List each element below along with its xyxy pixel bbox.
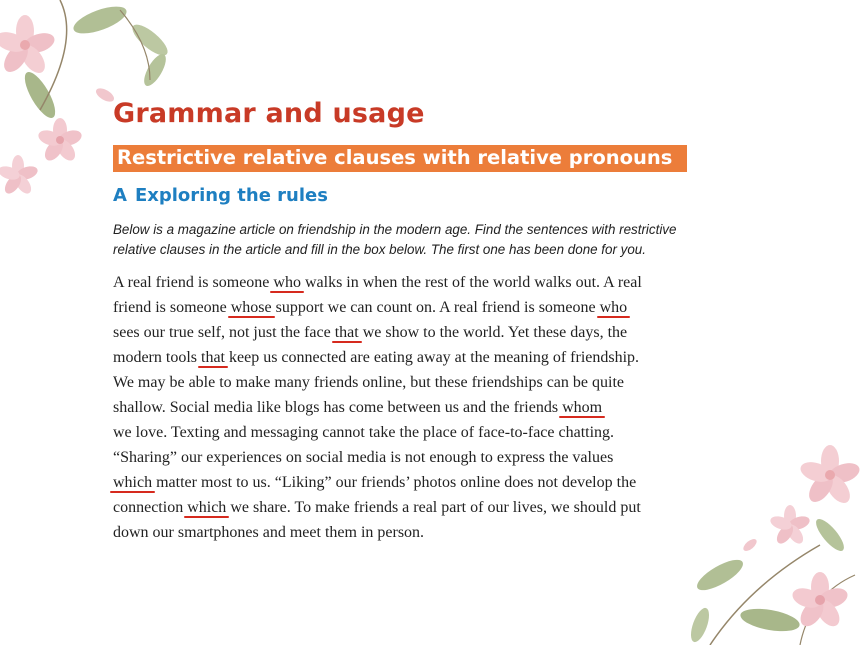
article-line <box>113 495 713 520</box>
instructions <box>113 220 703 260</box>
relative-pronoun: which <box>187 495 226 520</box>
article-text-segment: modern tools <box>113 349 201 366</box>
article-line <box>113 295 713 320</box>
article-line <box>113 320 713 345</box>
relative-pronoun: whom <box>562 395 602 420</box>
article-text-segment: we show to the world. Yet these days, the <box>358 324 628 341</box>
relative-pronoun: which <box>113 470 152 495</box>
section-letter: A <box>113 185 127 206</box>
relative-pronoun: that <box>335 320 359 345</box>
article-text-segment: sees our true self, not just the face <box>113 324 335 341</box>
relative-pronoun: who <box>273 270 301 295</box>
article-text-segment: keep us connected are eating away at the meaning of friendship. <box>225 349 640 366</box>
article-text-segment: we share. To make friends a real part of our lives, we should put <box>226 499 641 516</box>
article-text-segment: walks in when the rest of the world walks out. A real <box>300 274 642 291</box>
section-heading-label: Exploring the rules <box>134 185 328 206</box>
section-banner <box>113 145 687 172</box>
article-line <box>113 420 713 445</box>
article-line <box>113 395 713 420</box>
article-line <box>113 445 713 470</box>
article-text-segment: shallow. Social media like blogs has come between us and the friends <box>113 399 563 416</box>
article-text-segment: friend is someone <box>113 299 231 316</box>
article-text-segment: matter most to us. “Liking” our friends’ photos online does not develop the <box>152 474 637 491</box>
instructions-line: Below is a magazine article on friendship in the modern age. Find the sentences with restrictive <box>113 222 677 237</box>
article-text-segment: A real friend is someone <box>113 274 274 291</box>
article-line <box>113 370 713 395</box>
relative-pronoun: that <box>201 345 225 370</box>
article-text-segment: connection <box>113 499 188 516</box>
article-text-segment: we love. Texting and messaging cannot take the place of face-to-face chatting. <box>113 424 615 441</box>
section-heading <box>113 185 328 206</box>
instructions-line: relative clauses in the article and fill in the box below. The first one has been done for you. <box>113 242 646 257</box>
article-line <box>113 270 713 295</box>
relative-pronoun: whose <box>231 295 272 320</box>
article-text-segment: We may be able to make many friends online, but these friendships can be quite <box>113 374 624 391</box>
article-text-segment: down our smartphones and meet them in person. <box>113 524 425 541</box>
article-text-segment: support we can count on. A real friend is someone <box>271 299 600 316</box>
article-text <box>113 270 713 545</box>
article-line <box>113 345 713 370</box>
article-text-segment: “Sharing” our experiences on social media is not enough to express the values <box>113 449 614 466</box>
article-line <box>113 520 713 545</box>
page-title: Grammar and usage <box>113 98 425 129</box>
article-line <box>113 470 713 495</box>
section-banner-label: Restrictive relative clauses with relative pronouns <box>117 146 673 169</box>
relative-pronoun: who <box>600 295 628 320</box>
